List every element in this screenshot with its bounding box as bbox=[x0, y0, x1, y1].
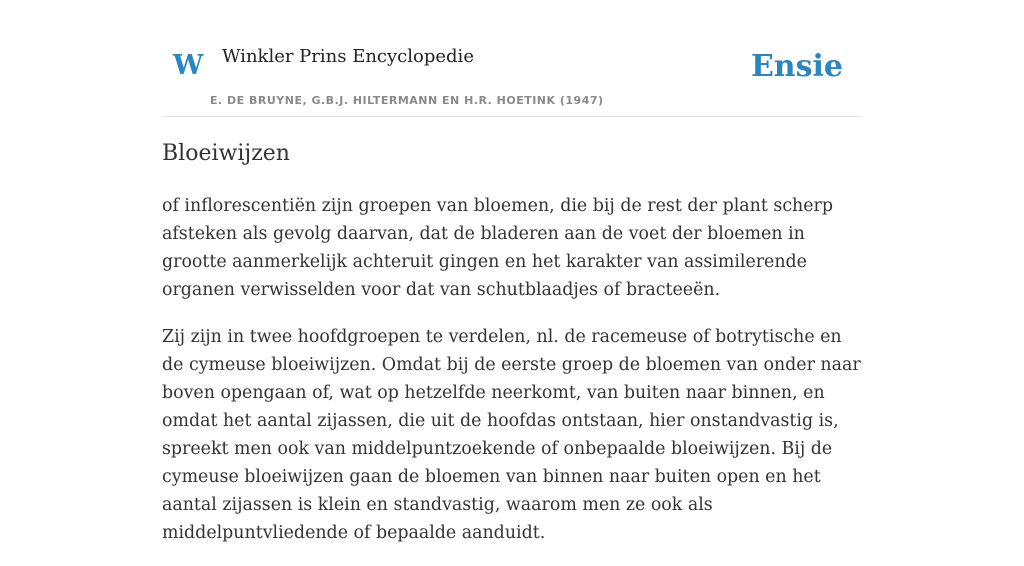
encyclopedia-header bbox=[162, 0, 862, 117]
publication-authors: E. DE BRUYNE, G.B.J. HILTERMANN EN H.R. HOETINK (1947) bbox=[210, 94, 604, 107]
article-paragraph: of inflorescentiën zijn groepen van bloemen, die bij de rest der plant scherp afsteken als gevolg daarvan, dat de bladeren aan de voet der bloemen in grootte aanmerkelijk achteruit gingen en het karakter van assimilerende organen verwisselden voor dat van schutblaadjes of bracteeën. bbox=[162, 196, 833, 300]
ensie-brand-link[interactable]: Ensie bbox=[750, 49, 843, 84]
article-title: Bloeiwijzen bbox=[162, 141, 290, 166]
publication-title[interactable]: Winkler Prins Encyclopedie bbox=[222, 46, 474, 67]
article-paragraph: Zij zijn in twee hoofdgroepen te verdelen, nl. de racemeuse of botrytische en de cymeuse bloeiwijzen. Omdat bij de eerste groep de bloemen van onder naar boven opengaan of, wat op hetzelfde neerkomt, van buiten naar binnen, en omdat het aantal zijassen, die uit de hoofdas ontstaan, hier onstandvastig is, spreekt men ook van middelpuntzoekende of onbepaalde bloeiwijzen. Bij de cymeuse bloeiwijzen gaan de bloemen van binnen naar buiten open en het aantal zijassen is klein en standvastig, waarom men ze ook als middelpuntvliedende of bepaalde aanduidt. bbox=[162, 327, 861, 543]
article-body bbox=[162, 192, 867, 566]
winkler-prins-logo[interactable]: W bbox=[173, 50, 204, 81]
